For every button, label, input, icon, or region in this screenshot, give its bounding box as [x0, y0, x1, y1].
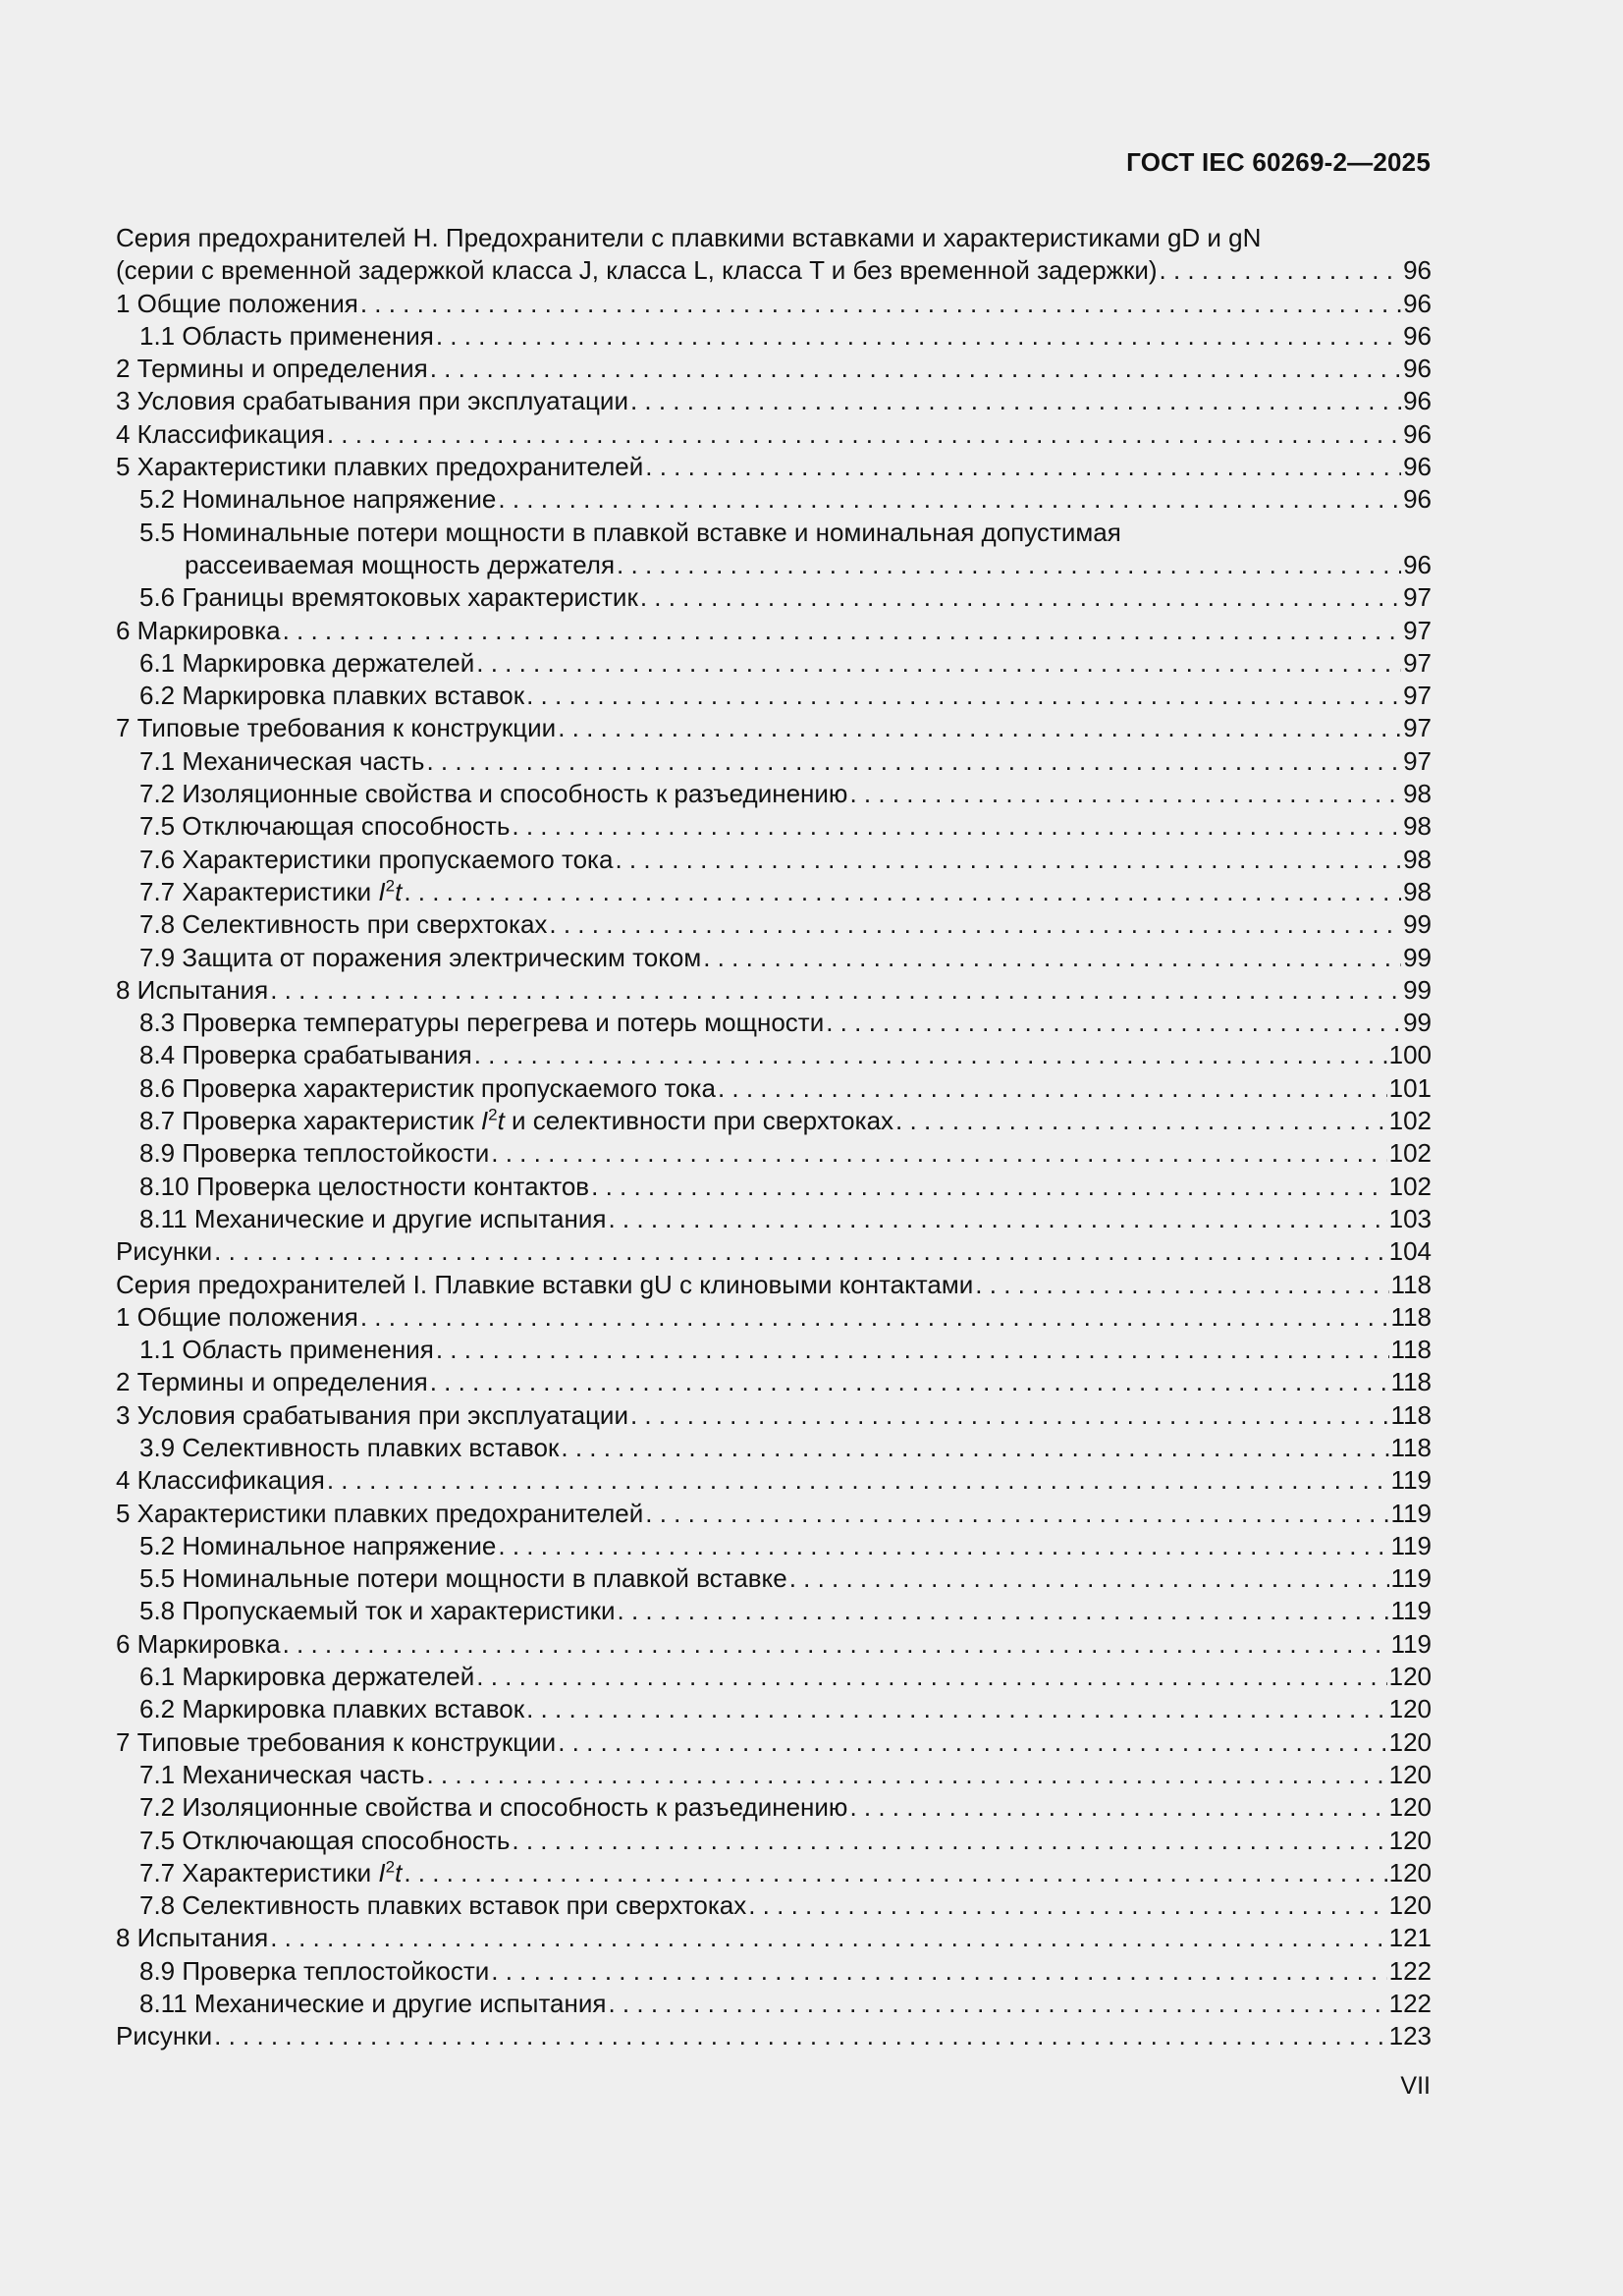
- toc-entry-page: 120: [1388, 1890, 1432, 1921]
- toc-entry-title: 5.8 Пропускаемый ток и характеристики: [139, 1596, 616, 1626]
- toc-entry[interactable]: [116, 320, 1432, 353]
- toc-leader-dots: [426, 745, 1401, 778]
- toc-entry-title: 7.1 Механическая часть: [139, 745, 425, 776]
- toc-leader-dots: [426, 1759, 1386, 1791]
- toc-entry[interactable]: [116, 353, 1432, 385]
- toc-entry[interactable]: [116, 680, 1432, 712]
- toc-leader-dots: [558, 712, 1401, 744]
- toc-leader-dots: [630, 385, 1401, 417]
- toc-entry[interactable]: [116, 778, 1432, 810]
- toc-entry-page: 97: [1403, 713, 1432, 743]
- toc-leader-dots: [360, 1301, 1389, 1334]
- toc-leader-dots: [498, 483, 1401, 516]
- toc-entry[interactable]: [116, 1269, 1432, 1301]
- toc-entry[interactable]: [116, 1825, 1432, 1857]
- toc-leader-dots: [360, 288, 1401, 320]
- toc-entry[interactable]: [116, 1922, 1432, 1954]
- toc-entry-title: Рисунки: [116, 1236, 213, 1267]
- toc-entry-title: 7.8 Селективность при сверхтоках: [139, 909, 548, 940]
- toc-entry-page: 119: [1390, 1465, 1432, 1496]
- toc-entry-title: 7.1 Механическая часть: [139, 1759, 425, 1789]
- toc-leader-dots: [491, 1137, 1386, 1170]
- toc-entry[interactable]: [116, 974, 1432, 1007]
- toc-leader-dots: [630, 1399, 1389, 1432]
- toc-leader-dots: [476, 1661, 1386, 1693]
- toc-entry-title: 7.5 Отключающая способность: [139, 1825, 511, 1855]
- toc-entry-title: 6.2 Маркировка плавких вставок: [139, 1694, 525, 1724]
- toc-leader-dots: [270, 1922, 1386, 1954]
- toc-entry-page: 118: [1390, 1269, 1432, 1299]
- toc-leader-dots: [703, 942, 1401, 974]
- toc-entry-page: 97: [1403, 647, 1432, 678]
- toc-entry-title: 7.5 Отключающая способность: [139, 811, 511, 842]
- toc-entry-title: 7.7 Характеристики $I^2t$: [139, 1857, 403, 1887]
- toc-entry-title: 7.8 Селективность плавких вставок при сверхтоках: [139, 1890, 747, 1921]
- toc-entry-page: 104: [1388, 1236, 1432, 1267]
- toc-leader-dots: [608, 1988, 1386, 2020]
- toc-leader-dots: [975, 1269, 1388, 1301]
- toc-entry-page: 96: [1403, 288, 1432, 318]
- toc-entry-page: 118: [1390, 1335, 1432, 1365]
- toc-entry-page: 97: [1403, 681, 1432, 711]
- toc-group-a: [116, 288, 1432, 517]
- toc-entry-page: 99: [1403, 1008, 1432, 1038]
- toc-entry-title: 3 Условия срабатывания при эксплуатации: [116, 1399, 628, 1430]
- toc-entry[interactable]: [116, 1235, 1432, 1268]
- toc-entry-7-7-b[interactable]: [116, 1857, 1432, 1889]
- toc-entry[interactable]: [116, 1301, 1432, 1334]
- toc-leader-dots: [214, 1235, 1386, 1268]
- toc-entry-title: 5.2 Номинальное напряжение: [139, 484, 497, 515]
- table-of-contents: [116, 222, 1432, 2053]
- toc-leader-dots: [214, 2020, 1386, 2052]
- toc-entry[interactable]: [116, 1171, 1432, 1203]
- toc-entry-page: 96: [1403, 452, 1432, 482]
- toc-leader-dots: [561, 1432, 1388, 1464]
- toc-entry[interactable]: [116, 1661, 1432, 1693]
- toc-leader-dots: [1160, 254, 1402, 287]
- toc-entry-page: 96: [1403, 386, 1432, 416]
- toc-leader-dots: [526, 1693, 1387, 1725]
- toc-entry[interactable]: [116, 1791, 1432, 1824]
- toc-entry[interactable]: [116, 1726, 1432, 1759]
- toc-leader-dots: [512, 1825, 1386, 1857]
- toc-entry[interactable]: [116, 1955, 1432, 1988]
- toc-leader-dots: [270, 974, 1401, 1007]
- toc-entry-page: 96: [1403, 549, 1432, 579]
- toc-entry[interactable]: [116, 1530, 1432, 1562]
- toc-entry[interactable]: [116, 1399, 1432, 1432]
- toc-entry-title: 8.4 Проверка срабатывания: [139, 1040, 472, 1070]
- toc-entry[interactable]: [116, 1137, 1432, 1170]
- toc-entry[interactable]: [116, 1759, 1432, 1791]
- toc-group-d: [116, 1137, 1432, 1857]
- page-number: VII: [1400, 2072, 1431, 2100]
- toc-series-h-line1: Серия предохранителей H. Предохранители с плавкими вставками и характеристиками gD и gN: [116, 223, 1262, 252]
- toc-entry[interactable]: [116, 1693, 1432, 1725]
- toc-leader-dots: [436, 320, 1401, 353]
- toc-entry-title: 5.5 Номинальные потери мощности в плавкой вставке: [139, 1563, 787, 1594]
- toc-leader-dots: [474, 1039, 1387, 1071]
- toc-leader-dots: [617, 549, 1401, 581]
- toc-leader-dots: [895, 1105, 1387, 1137]
- toc-entry[interactable]: [116, 745, 1432, 778]
- toc-entry[interactable]: [116, 1988, 1432, 2020]
- toc-entry-title: 4 Классификация: [116, 1465, 325, 1496]
- toc-leader-dots: [718, 1072, 1387, 1105]
- toc-entry-title: 5.2 Номинальное напряжение: [139, 1530, 497, 1560]
- toc-entry-title: 8.10 Проверка целостности контактов: [139, 1171, 590, 1201]
- toc-entry-title: 6.2 Маркировка плавких вставок: [139, 681, 525, 711]
- toc-entry-page: 96: [1403, 418, 1432, 449]
- toc-entry-title: 5 Характеристики плавких предохранителей: [116, 452, 644, 482]
- toc-entry-title: Рисунки: [116, 2021, 213, 2051]
- toc-entry[interactable]: [116, 1334, 1432, 1366]
- toc-entry-page: 99: [1403, 909, 1432, 940]
- toc-entry-page: 98: [1403, 844, 1432, 874]
- toc-entry-page: 98: [1403, 876, 1432, 906]
- toc-entry[interactable]: [116, 1889, 1432, 1922]
- toc-entry-title: 8.7 Проверка характеристик $I^2t$ и селективности при сверхтоках: [139, 1105, 894, 1136]
- toc-entry-title: 6 Маркировка: [116, 615, 281, 645]
- toc-leader-dots: [327, 418, 1401, 451]
- toc-entry[interactable]: [116, 942, 1432, 974]
- document-code: ГОСТ IEC 60269-2—2025: [1126, 147, 1431, 177]
- toc-entry-page: 120: [1388, 1726, 1432, 1757]
- toc-entry[interactable]: [116, 1072, 1432, 1105]
- toc-entry-page: 102: [1388, 1138, 1432, 1169]
- toc-entry-title: 5 Характеристики плавких предохранителей: [116, 1498, 644, 1528]
- toc-entry-5-5-line1: 5.5 Номинальные потери мощности в плавкой вставке и номинальная допустимая: [139, 517, 1121, 547]
- toc-entry-page: 99: [1403, 942, 1432, 972]
- toc-entry-title: 1.1 Область применения: [139, 320, 434, 351]
- toc-entry-title: 8.6 Проверка характеристик пропускаемого тока: [139, 1072, 716, 1103]
- toc-entry-page: 100: [1388, 1040, 1432, 1070]
- toc-entry-7-7-a[interactable]: [116, 876, 1432, 908]
- toc-group-b: [116, 581, 1432, 876]
- toc-entry[interactable]: [116, 615, 1432, 647]
- toc-entry-title: 7 Типовые требования к конструкции: [116, 1726, 557, 1757]
- toc-entry-title: 3 Условия срабатывания при эксплуатации: [116, 386, 628, 416]
- toc-entry[interactable]: [116, 908, 1432, 941]
- toc-leader-dots: [512, 810, 1401, 843]
- toc-entry-page: 118: [1390, 1432, 1432, 1462]
- toc-leader-dots: [558, 1726, 1386, 1759]
- toc-entry[interactable]: [116, 844, 1432, 876]
- toc-entry-title: Серия предохранителей I. Плавкие вставки gU с клиновыми контактами: [116, 1269, 974, 1299]
- toc-entry-page: 119: [1390, 1628, 1432, 1659]
- toc-entry-title: 6.1 Маркировка держателей: [139, 647, 475, 678]
- toc-leader-dots: [327, 1464, 1389, 1497]
- toc-group-e: [116, 1889, 1432, 2052]
- toc-entry-page: 122: [1388, 1989, 1432, 2019]
- toc-entry[interactable]: [116, 712, 1432, 744]
- toc-leader-dots: [283, 615, 1401, 647]
- toc-entry[interactable]: [116, 1562, 1432, 1595]
- toc-entry-page: 99: [1403, 974, 1432, 1005]
- toc-entry-page: 120: [1388, 1825, 1432, 1855]
- toc-leader-dots: [430, 353, 1401, 385]
- toc-entry-page: 96: [1403, 255, 1432, 286]
- toc-entry-page: 96: [1403, 320, 1432, 351]
- toc-series-h[interactable]: [116, 254, 1432, 287]
- toc-group-c: [116, 908, 1432, 1105]
- toc-entry-page: 123: [1388, 2021, 1432, 2051]
- toc-entry-title: 8.9 Проверка теплостойкости: [139, 1955, 490, 1986]
- toc-entry-page: 119: [1390, 1596, 1432, 1626]
- toc-entry-title: (серии с временной задержкой класса J, класса L, класса T и без временной задержки): [116, 255, 1158, 286]
- toc-entry[interactable]: [116, 1432, 1432, 1464]
- toc-leader-dots: [591, 1171, 1386, 1203]
- toc-entry-page: 122: [1388, 1955, 1432, 1986]
- toc-entry-page: 119: [1390, 1563, 1432, 1594]
- toc-entry-page: 97: [1403, 582, 1432, 613]
- toc-leader-dots: [640, 581, 1401, 614]
- toc-leader-dots: [283, 1628, 1389, 1661]
- toc-entry[interactable]: [116, 483, 1432, 516]
- toc-entry-page: 98: [1403, 811, 1432, 842]
- toc-entry[interactable]: [116, 2020, 1432, 2052]
- toc-entry[interactable]: [116, 1039, 1432, 1071]
- toc-entry[interactable]: [116, 1366, 1432, 1398]
- toc-entry-page: 120: [1388, 1759, 1432, 1789]
- toc-entry[interactable]: [116, 288, 1432, 320]
- toc-entry[interactable]: [116, 810, 1432, 843]
- toc-entry-page: 96: [1403, 484, 1432, 515]
- toc-leader-dots: [549, 908, 1401, 941]
- toc-entry[interactable]: [116, 1595, 1432, 1627]
- toc-leader-dots: [526, 680, 1401, 712]
- toc-entry-title: 1 Общие положения: [116, 288, 358, 318]
- toc-entry-title: 7.2 Изоляционные свойства и способность к разъединению: [139, 1792, 848, 1823]
- toc-leader-dots: [849, 778, 1401, 810]
- toc-entry-page: 118: [1390, 1399, 1432, 1430]
- toc-leader-dots: [645, 1498, 1388, 1530]
- toc-entry-title: 7.2 Изоляционные свойства и способность к разъединению: [139, 779, 848, 809]
- toc-leader-dots: [618, 1595, 1389, 1627]
- toc-leader-dots: [849, 1791, 1386, 1824]
- toc-entry-title: 7.9 Защита от поражения электрическим током: [139, 942, 702, 972]
- toc-entry-page: 118: [1390, 1301, 1432, 1332]
- toc-entry-title: 1.1 Область применения: [139, 1335, 434, 1365]
- toc-leader-dots: [645, 451, 1401, 483]
- toc-entry-title: 4 Классификация: [116, 418, 325, 449]
- toc-entry-title: 2 Термины и определения: [116, 1367, 428, 1397]
- toc-entry-page: 98: [1403, 779, 1432, 809]
- toc-leader-dots: [608, 1203, 1386, 1235]
- toc-entry[interactable]: [116, 1498, 1432, 1530]
- toc-leader-dots: [748, 1889, 1386, 1922]
- toc-entry[interactable]: [116, 647, 1432, 680]
- toc-entry-page: 119: [1390, 1530, 1432, 1560]
- toc-entry[interactable]: [116, 1628, 1432, 1661]
- toc-leader-dots: [615, 844, 1401, 876]
- toc-entry-title: 8 Испытания: [116, 1923, 269, 1953]
- toc-leader-dots: [498, 1530, 1388, 1562]
- toc-entry-page: 97: [1403, 615, 1432, 645]
- toc-entry-page: 120: [1388, 1857, 1432, 1887]
- toc-entry-page: 119: [1390, 1498, 1432, 1528]
- toc-entry-title: 8 Испытания: [116, 974, 269, 1005]
- toc-entry[interactable]: [116, 418, 1432, 451]
- toc-entry-title: 6 Маркировка: [116, 1628, 281, 1659]
- toc-entry-title: 2 Термины и определения: [116, 354, 428, 384]
- toc-entry-title: 7 Типовые требования к конструкции: [116, 713, 557, 743]
- toc-entry-page: 118: [1390, 1367, 1432, 1397]
- toc-leader-dots: [491, 1955, 1386, 1988]
- toc-entry-page: 96: [1403, 354, 1432, 384]
- toc-entry[interactable]: [116, 581, 1432, 614]
- toc-leader-dots: [789, 1562, 1389, 1595]
- toc-leader-dots: [404, 876, 1401, 908]
- toc-entry-page: 120: [1388, 1662, 1432, 1692]
- toc-entry-title: 7.7 Характеристики $I^2t$: [139, 876, 403, 906]
- toc-entry-8-7[interactable]: [116, 1105, 1432, 1137]
- toc-entry-5-5[interactable]: [116, 549, 1432, 581]
- toc-entry-title: рассеиваемая мощность держателя: [185, 549, 616, 579]
- toc-entry-title: 7.6 Характеристики пропускаемого тока: [139, 844, 614, 874]
- toc-leader-dots: [430, 1366, 1389, 1398]
- toc-entry-page: 102: [1388, 1171, 1432, 1201]
- toc-entry-title: 3.9 Селективность плавких вставок: [139, 1432, 560, 1462]
- toc-entry-title: 8.11 Механические и другие испытания: [139, 1989, 607, 2019]
- toc-entry[interactable]: [116, 1464, 1432, 1497]
- toc-leader-dots: [436, 1334, 1389, 1366]
- toc-entry[interactable]: [116, 1203, 1432, 1235]
- toc-entry-page: 121: [1388, 1923, 1432, 1953]
- toc-entry-title: 5.6 Границы времятоковых характеристик: [139, 582, 638, 613]
- toc-entry-title: 1 Общие положения: [116, 1301, 358, 1332]
- toc-entry-page: 102: [1388, 1106, 1432, 1136]
- toc-entry-title: 8.3 Проверка температуры перегрева и потерь мощности: [139, 1008, 825, 1038]
- toc-leader-dots: [826, 1007, 1401, 1039]
- toc-entry-page: 120: [1388, 1792, 1432, 1823]
- toc-entry[interactable]: [116, 451, 1432, 483]
- toc-leader-dots: [476, 647, 1401, 680]
- toc-entry-title: 6.1 Маркировка держателей: [139, 1662, 475, 1692]
- toc-entry[interactable]: [116, 385, 1432, 417]
- toc-entry-page: 103: [1388, 1203, 1432, 1233]
- toc-entry-page: 120: [1388, 1694, 1432, 1724]
- toc-entry-page: 101: [1388, 1072, 1432, 1103]
- toc-entry-title: 8.9 Проверка теплостойкости: [139, 1138, 490, 1169]
- toc-entry[interactable]: [116, 1007, 1432, 1039]
- toc-entry-title: 8.11 Механические и другие испытания: [139, 1203, 607, 1233]
- toc-entry-page: 97: [1403, 745, 1432, 776]
- toc-leader-dots: [404, 1857, 1386, 1889]
